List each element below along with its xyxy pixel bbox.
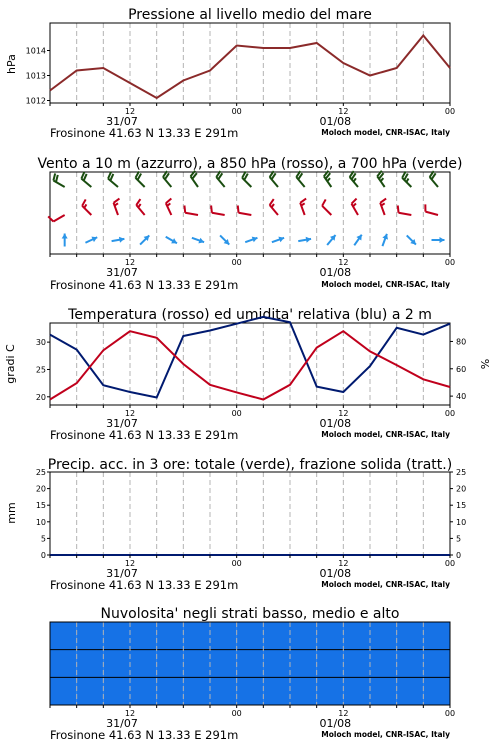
x-tick-label: 00 — [231, 409, 242, 418]
temperature-ylabel: gradi C — [4, 344, 17, 384]
cloud-cell — [130, 622, 157, 650]
wind-barb-10m — [220, 235, 229, 244]
wind-panel — [37, 156, 462, 292]
cloud-panel — [50, 606, 455, 742]
wind-barb-halfflag — [406, 179, 408, 183]
precipitation-xticks — [50, 555, 455, 580]
wind-barb-staff — [53, 181, 64, 188]
cloud-cell — [183, 622, 210, 650]
wind-barb-staff — [322, 206, 331, 215]
cloud-cell — [397, 677, 424, 705]
wind-title: Vento a 10 m (azzurro), a 850 hPa (rosso), a 700 hPa (verde) — [37, 156, 463, 172]
pressure-frame — [50, 23, 450, 103]
wind-barb-850hpa — [425, 204, 438, 215]
wind-barb-850hpa — [238, 206, 252, 215]
temperature-yticks — [36, 338, 50, 402]
x-tick-label: 00 — [444, 107, 456, 116]
cloud-cell — [317, 677, 344, 705]
wind-barb-staff — [191, 176, 198, 187]
wind-barb-flag — [56, 175, 58, 182]
precipitation-model-label: Moloch model, CNR-ISAC, Italy — [321, 580, 450, 589]
x-date-label: 01/08 — [319, 567, 352, 580]
cloud-cell — [50, 677, 77, 705]
cloud-cell — [317, 622, 344, 650]
cloud-cell — [290, 650, 317, 678]
cloud-cell — [237, 622, 264, 650]
wind-barb-700hpa — [81, 172, 91, 187]
x-tick-label: 12 — [124, 559, 136, 568]
wind-barb-staff — [82, 206, 91, 215]
wind-barb-700hpa — [135, 171, 144, 187]
y-tick-label: 60 — [456, 364, 467, 374]
wind-barb-10m — [327, 235, 335, 245]
wind-barb-halfflag — [138, 204, 140, 207]
pressure-line — [50, 36, 450, 99]
wind-barb-850hpa — [270, 199, 278, 215]
wind-barb-staff — [377, 176, 384, 187]
cloud-cell — [370, 650, 397, 678]
cloud-cell — [397, 650, 424, 678]
y-tick-label: 20 — [35, 484, 46, 494]
wind-barb-flag — [352, 199, 357, 204]
y-tick-label: 1014 — [25, 46, 46, 56]
x-tick-label: 00 — [444, 559, 456, 568]
wind-barb-halfflag — [327, 178, 330, 181]
wind-barb-850hpa — [211, 206, 225, 215]
cloud-cell — [317, 650, 344, 678]
cloud-cell — [157, 677, 184, 705]
humidity-ylabel: % — [479, 358, 492, 370]
wind-barb-staff — [212, 213, 225, 215]
temperature-title: Temperatura (rosso) ed umidita' relativa (blu) a 2 m — [68, 307, 432, 323]
cloud-cell — [263, 650, 290, 678]
wind-barb-staff — [425, 212, 438, 215]
wind-barb-700hpa — [402, 171, 411, 187]
wind-barb-700hpa — [377, 171, 384, 187]
cloud-cell — [237, 650, 264, 678]
wind-barb-flag — [211, 206, 212, 213]
x-tick-label: 12 — [124, 107, 136, 116]
wind-barb-850hpa — [166, 198, 171, 215]
pressure-yticks — [26, 47, 50, 106]
precipitation-title: Precip. acc. in 3 ore: totale (verde), frazione solida (tratt.) — [47, 457, 453, 473]
temperature-location: Frosinone 41.63 N 13.33 E 291m — [50, 428, 239, 442]
wind-barb-staff — [53, 215, 64, 222]
y-tick-label: 1013 — [25, 71, 46, 81]
cloud-cell — [130, 650, 157, 678]
cloud-model-label: Moloch model, CNR-ISAC, Italy — [321, 730, 450, 739]
y-tick-label: 15 — [456, 501, 467, 511]
wind-barb-700hpa — [53, 173, 64, 187]
wind-barb-staff — [270, 205, 278, 215]
cloud-cell — [263, 622, 290, 650]
wind-barb-staff — [350, 177, 358, 187]
x-date-label: 31/07 — [106, 417, 138, 430]
temperature-line — [50, 331, 450, 399]
wind-barbs — [48, 171, 444, 247]
wind-barb-staff — [135, 178, 144, 187]
x-date-label: 31/07 — [106, 717, 138, 730]
cloud-cell — [50, 650, 77, 678]
wind-arrow-head — [62, 234, 68, 239]
cloud-cell — [370, 677, 397, 705]
y-tick-label: 25 — [35, 468, 46, 477]
wind-barb-850hpa — [136, 199, 144, 215]
x-tick-label: 12 — [338, 409, 349, 418]
wind-barb-700hpa — [242, 171, 251, 187]
pressure-title: Pressione al livello medio del mare — [128, 7, 372, 23]
wind-barb-staff — [239, 213, 252, 215]
temperature-frame — [50, 323, 450, 405]
pressure-panel — [5, 7, 455, 140]
x-tick-label: 12 — [338, 709, 349, 718]
x-tick-label: 12 — [124, 409, 136, 418]
precipitation-panel — [5, 457, 466, 592]
x-tick-label: 00 — [444, 709, 456, 718]
cloud-cell — [343, 677, 370, 705]
cloud-cell — [423, 650, 450, 678]
temperature-panel — [4, 307, 492, 442]
x-date-label: 01/08 — [319, 717, 352, 730]
wind-barb-10m — [245, 237, 257, 243]
wind-barb-flag — [300, 199, 306, 203]
cloud-cell — [290, 677, 317, 705]
y-tick-label: 1012 — [25, 96, 46, 106]
x-tick-label: 00 — [444, 258, 456, 267]
y-tick-label: 20 — [456, 484, 467, 494]
wind-barb-850hpa — [398, 206, 412, 215]
wind-barb-flag — [398, 206, 399, 213]
wind-barb-700hpa — [324, 171, 331, 187]
cloud-cell — [210, 677, 237, 705]
wind-barb-halfflag — [381, 203, 384, 205]
cloud-cells — [50, 622, 450, 705]
wind-barb-halfflag — [167, 203, 170, 206]
x-date-label: 31/07 — [106, 266, 138, 279]
cloud-cell — [397, 622, 424, 650]
y-tick-label: 25 — [456, 468, 467, 477]
wind-barb-halfflag — [115, 203, 118, 205]
x-tick-label: 00 — [231, 559, 242, 568]
wind-barb-flag — [322, 199, 326, 205]
wind-barb-staff — [324, 176, 331, 187]
wind-location: Frosinone 41.63 N 13.33 E 291m — [50, 278, 239, 292]
wind-barb-10m — [166, 237, 177, 244]
precipitation-ylabel: mm — [5, 502, 18, 524]
wind-barb-staff — [163, 177, 171, 187]
y-tick-label: 10 — [456, 517, 467, 527]
wind-barb-700hpa — [216, 171, 224, 187]
wind-barb-staff — [242, 178, 251, 187]
cloud-xticks — [50, 705, 455, 730]
precipitation-yticks — [36, 468, 50, 560]
y-tick-label: 5 — [40, 534, 46, 544]
y-tick-label: 30 — [35, 338, 46, 348]
y-tick-label: 0 — [456, 551, 462, 560]
wind-model-label: Moloch model, CNR-ISAC, Italy — [321, 280, 450, 289]
wind-barb-10m — [85, 237, 97, 243]
precipitation-right-yticks — [450, 468, 466, 560]
y-tick-label: 40 — [456, 392, 467, 402]
temperature-model-label: Moloch model, CNR-ISAC, Italy — [321, 430, 450, 439]
cloud-cell — [423, 677, 450, 705]
wind-barb-700hpa — [350, 171, 358, 187]
wind-barb-flag — [114, 199, 120, 203]
humidity-line — [50, 317, 450, 398]
wind-barb-850hpa — [380, 199, 386, 215]
wind-barb-flag — [48, 216, 53, 221]
cloud-cell — [210, 622, 237, 650]
pressure-model-label: Moloch model, CNR-ISAC, Italy — [321, 128, 450, 137]
y-tick-label: 25 — [35, 365, 46, 375]
cloud-cell — [343, 650, 370, 678]
precipitation-location: Frosinone 41.63 N 13.33 E 291m — [50, 578, 239, 592]
wind-barb-700hpa — [270, 171, 278, 187]
wind-barb-halfflag — [381, 178, 384, 181]
y-tick-label: 20 — [35, 392, 46, 402]
wind-barb-700hpa — [191, 171, 198, 187]
cloud-cell — [183, 650, 210, 678]
wind-barb-10m — [298, 237, 311, 243]
cloud-cell — [343, 622, 370, 650]
y-tick-label: 80 — [456, 337, 467, 347]
wind-barb-staff — [108, 179, 118, 187]
x-tick-label: 00 — [231, 258, 242, 267]
cloud-cell — [103, 677, 130, 705]
wind-barb-10m — [140, 235, 149, 244]
cloud-cell — [130, 677, 157, 705]
humidity-yticks — [450, 337, 466, 401]
pressure-location: Frosinone 41.63 N 13.33 E 291m — [50, 126, 239, 140]
wind-barb-700hpa — [430, 171, 438, 187]
cloud-cell — [157, 622, 184, 650]
x-date-label: 01/08 — [319, 417, 352, 430]
wind-barb-flag — [238, 206, 239, 213]
precipitation-gridlines — [77, 472, 424, 555]
wind-barb-850hpa — [184, 206, 198, 215]
cloud-cell — [77, 650, 104, 678]
x-tick-label: 12 — [338, 559, 349, 568]
wind-barb-10m — [192, 238, 204, 244]
cloud-cell — [237, 677, 264, 705]
wind-arrow-head — [440, 237, 445, 243]
wind-barb-850hpa — [114, 199, 120, 215]
cloud-cell — [210, 650, 237, 678]
y-tick-label: 15 — [35, 501, 46, 511]
wind-barb-staff — [399, 213, 412, 215]
x-tick-label: 00 — [444, 409, 456, 418]
wind-barb-halfflag — [353, 203, 356, 206]
wind-barb-staff — [402, 178, 411, 187]
cloud-cell — [423, 622, 450, 650]
wind-barb-halfflag — [272, 204, 274, 207]
wind-barb-10m — [354, 235, 361, 246]
wind-barb-halfflag — [84, 204, 86, 208]
pressure-ylabel: hPa — [5, 54, 18, 74]
wind-barb-850hpa — [48, 215, 64, 222]
precipitation-frame — [50, 472, 450, 555]
wind-barb-staff — [136, 205, 144, 215]
x-tick-label: 12 — [124, 258, 136, 267]
wind-barb-halfflag — [301, 203, 304, 205]
wind-barb-flag — [166, 198, 171, 203]
wind-barb-10m — [407, 235, 416, 244]
y-tick-label: 5 — [456, 534, 462, 544]
wind-barb-850hpa — [300, 199, 306, 215]
wind-barb-staff — [185, 213, 198, 215]
wind-barb-700hpa — [108, 172, 118, 187]
pressure-xticks — [50, 103, 455, 128]
wind-barb-10m — [432, 237, 445, 243]
x-tick-label: 12 — [124, 709, 136, 718]
wind-barb-850hpa — [82, 199, 91, 215]
x-tick-label: 12 — [338, 107, 349, 116]
cloud-cell — [290, 622, 317, 650]
x-date-label: 31/07 — [106, 115, 138, 128]
wind-barb-10m — [112, 237, 125, 243]
wind-barb-flag — [53, 173, 55, 180]
wind-barb-halfflag — [354, 178, 356, 181]
cloud-cell — [183, 677, 210, 705]
x-date-label: 31/07 — [106, 567, 138, 580]
wind-barb-700hpa — [296, 171, 304, 187]
pressure-gridlines — [77, 23, 424, 103]
wind-barb-flag — [184, 206, 185, 213]
wind-barb-10m — [62, 234, 68, 247]
wind-barb-staff — [81, 179, 91, 187]
wind-barb-700hpa — [163, 171, 171, 187]
wind-barb-10m — [382, 234, 388, 246]
wind-barb-850hpa — [322, 199, 331, 215]
cloud-cell — [370, 622, 397, 650]
y-tick-label: 10 — [35, 517, 46, 527]
cloud-cell — [103, 650, 130, 678]
x-date-label: 01/08 — [319, 115, 352, 128]
wind-xticks — [50, 254, 455, 279]
wind-barb-flag — [380, 199, 386, 203]
wind-barb-10m — [272, 237, 284, 243]
cloud-location: Frosinone 41.63 N 13.33 E 291m — [50, 728, 239, 742]
cloud-title: Nuvolosita' negli strati basso, medio e alto — [100, 606, 400, 622]
cloud-cell — [77, 677, 104, 705]
cloud-cell — [157, 650, 184, 678]
wind-barb-850hpa — [352, 199, 359, 215]
x-tick-label: 12 — [338, 258, 349, 267]
cloud-cell — [77, 622, 104, 650]
wind-barb-staff — [270, 177, 278, 187]
x-tick-label: 00 — [231, 107, 242, 116]
cloud-cell — [103, 622, 130, 650]
cloud-cell — [50, 622, 77, 650]
x-date-label: 01/08 — [319, 266, 352, 279]
cloud-cell — [263, 677, 290, 705]
x-tick-label: 00 — [231, 709, 242, 718]
temperature-xticks — [50, 405, 455, 430]
wind-barb-staff — [216, 177, 224, 187]
wind-barb-staff — [296, 177, 304, 187]
wind-barb-staff — [430, 177, 438, 187]
y-tick-label: 0 — [40, 551, 46, 560]
